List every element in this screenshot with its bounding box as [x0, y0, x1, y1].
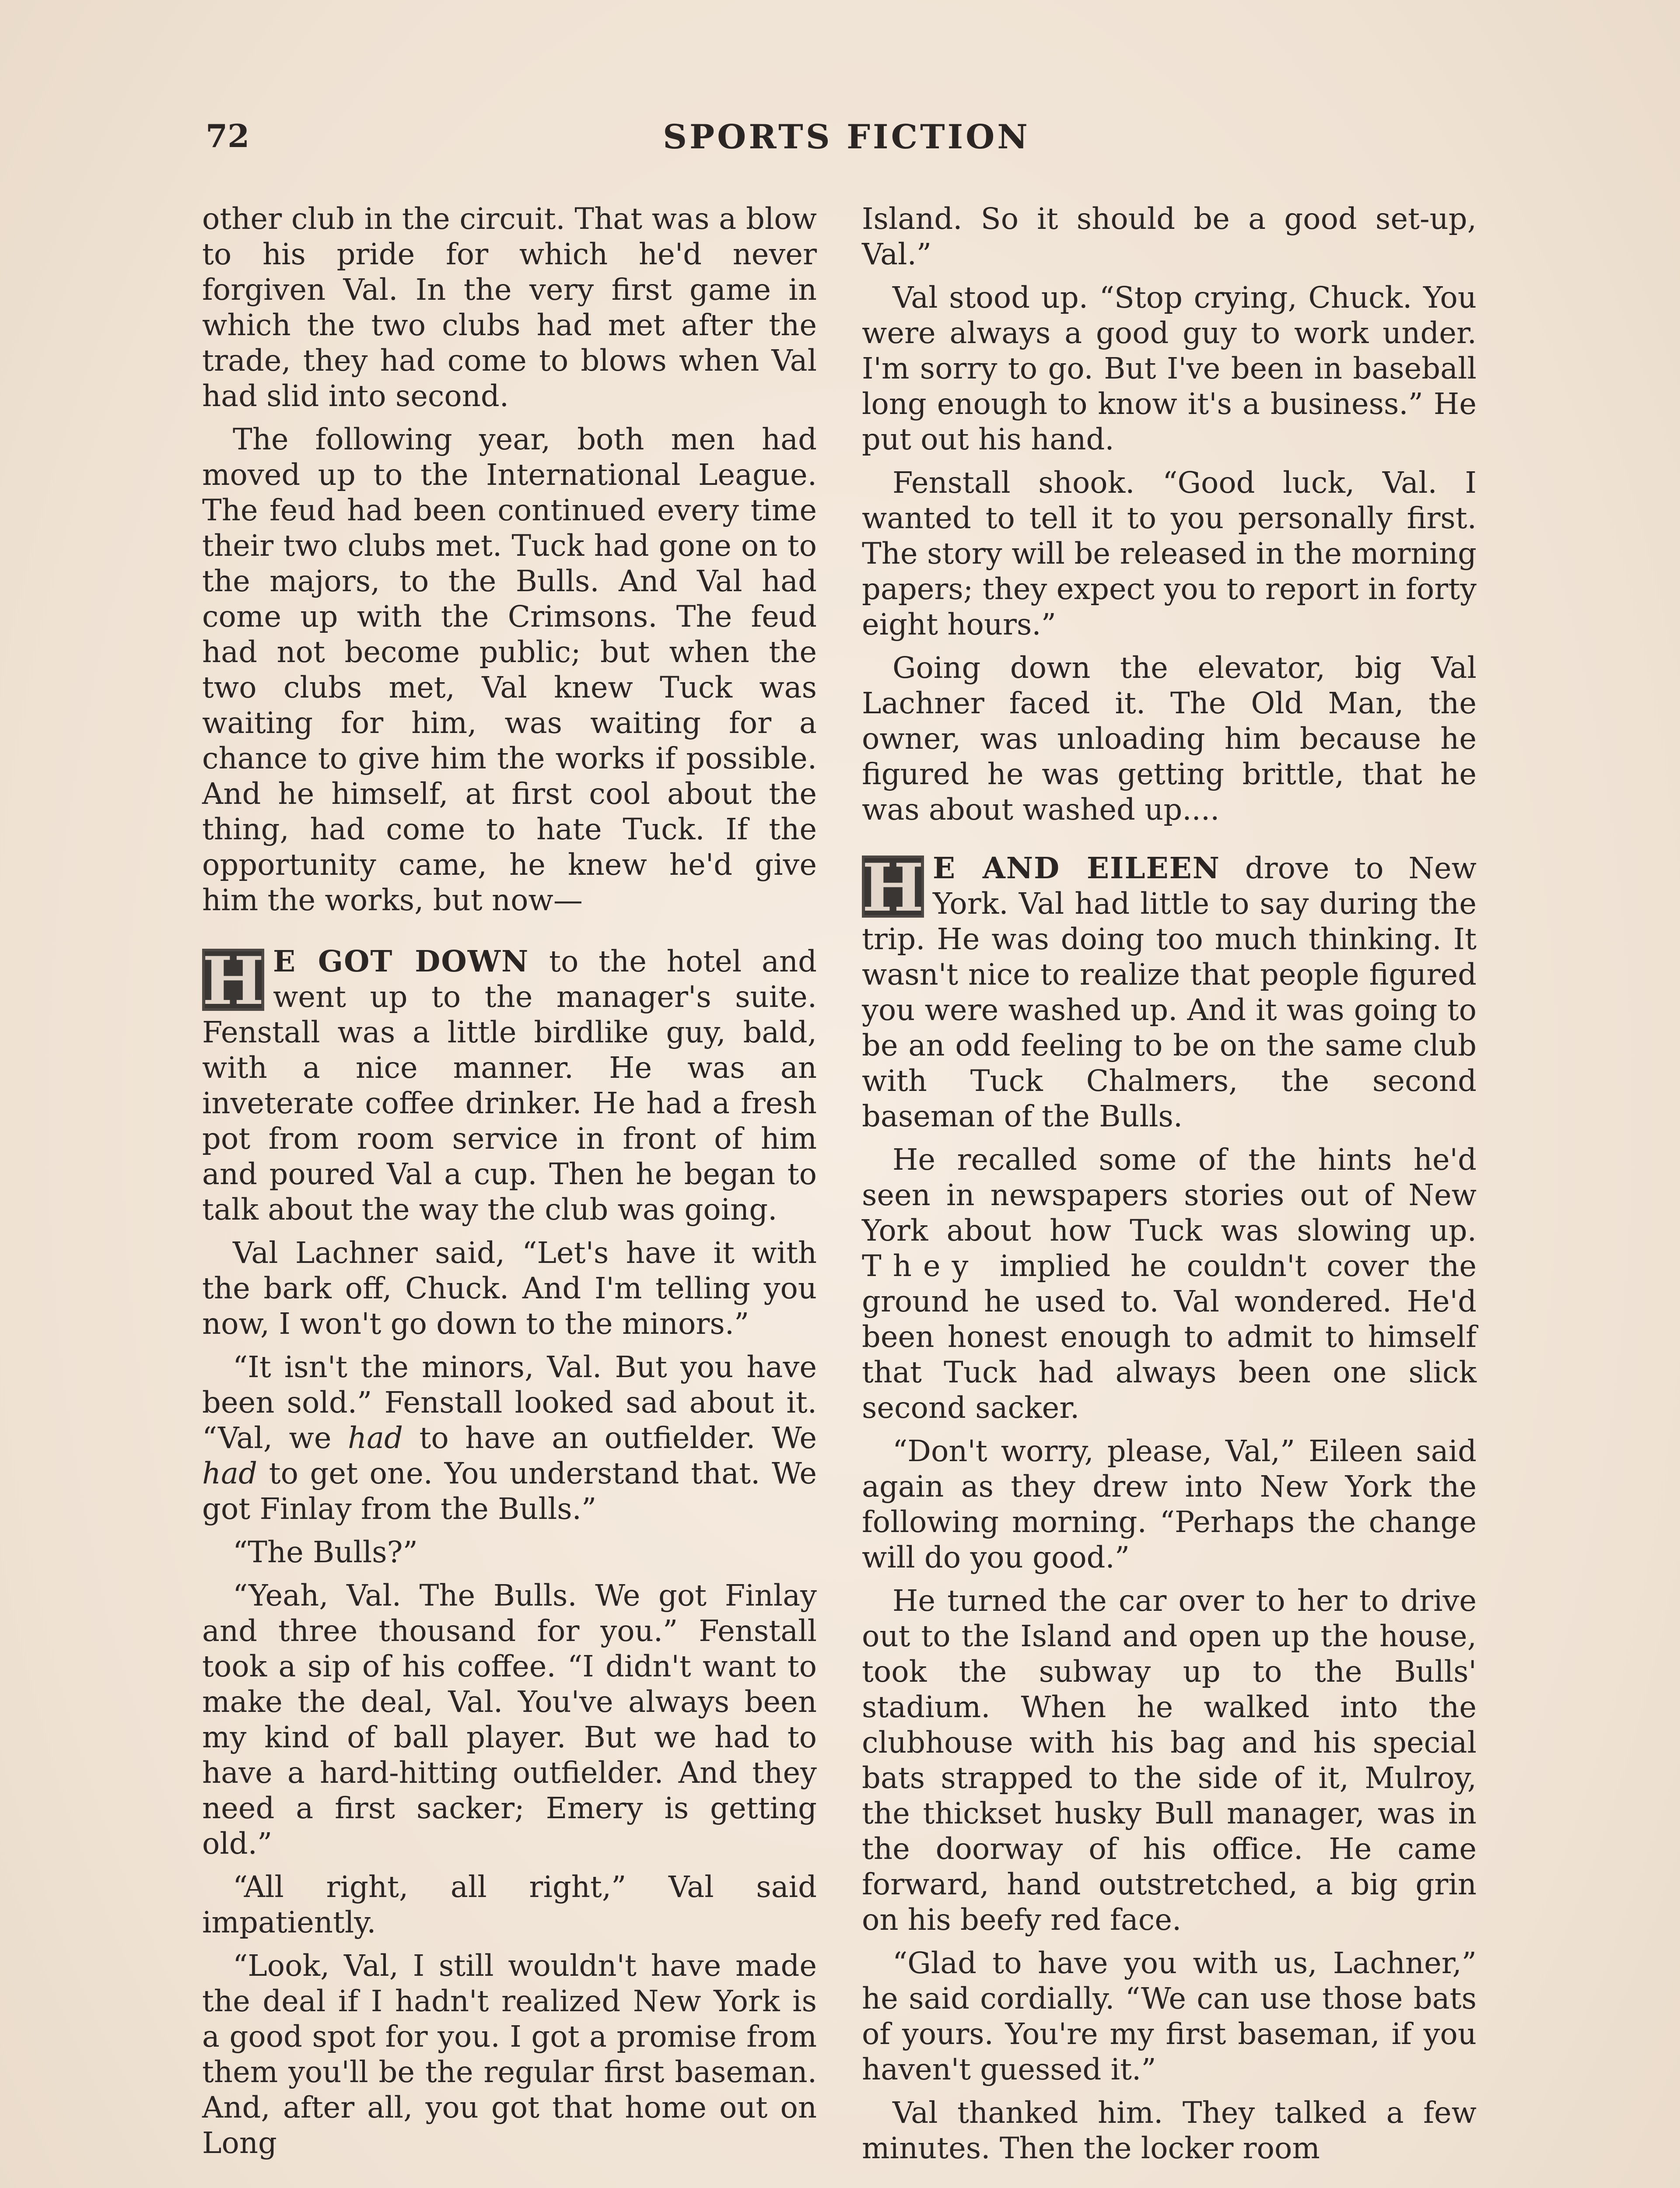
paragraph: Val stood up. “Stop crying, Chuck. You were always a good guy to work under. I'm sorry to go. But I've been in baseball long enough to know it's a business.” He put out his hand. [862, 281, 1477, 456]
drop-cap: H [202, 943, 264, 1020]
paragraph-text: He recalled some of the hints he'd seen in newspapers stories out of New York about how Tuck was slowing up. [862, 1143, 1477, 1248]
paragraph: “Glad to have you with us, Lachner,” he said cordially. “We can use those bats of yours. You're my first baseman, if you haven't guessed it.” [862, 1946, 1477, 2086]
italic-word: had [202, 1456, 257, 1490]
paragraph: other club in the circuit. That was a blow to his pride for which he'd never forgiven Val. In the very first game in which the two clubs had met after the trade, they had come to blows when Val had slid into second. [202, 202, 817, 413]
running-head: SPORTS FICTION [663, 117, 1030, 156]
paragraph-text: drove to New York. Val had little to say during the trip. He was doing too much thinking. It wasn't nice to realize that people figured you were washed up. And it was going to be an odd feeling to be on the same club with Tuck Chalmers, the second baseman of the Bulls. [862, 851, 1477, 1133]
paragraph: Fenstall shook. “Good luck, Val. I wanted to tell it to you personally first. The story will be released in the morning papers; they expect you to report in forty eight hours.” [862, 466, 1477, 642]
paragraph-text: to the hotel and went up to the manager's suite. Fenstall was a little birdlike guy, bald, with a nice manner. He was an inveterate coffee drinker. He had a fresh pot from room service in front of him and poured Val a cup. Then he began to talk about the way the club was going. [202, 944, 817, 1227]
paragraph-text: to have an outfielder. We [402, 1421, 817, 1455]
paragraph: Val thanked him. They talked a few minutes. Then the locker room [862, 2096, 1477, 2165]
left-column [202, 201, 817, 2169]
paragraph-text: “It isn't the minors, Val. But you have been sold.” Fenstall looked sad about it. “Val, we [202, 1350, 817, 1455]
right-column [862, 201, 1477, 2174]
paragraph: Going down the elevator, big Val Lachner faced it. The Old Man, the owner, was unloading him because he figured he was getting brittle, that he was about washed up.... [862, 651, 1477, 827]
section-start-paragraph [202, 943, 817, 1227]
paragraph: Island. So it should be a good set-up, Val.” [862, 202, 1477, 271]
paragraph: “Don't worry, please, Val,” Eileen said again as they drew into New York the following morning. “Perhaps the change will do you good.” [862, 1434, 1477, 1574]
lead-in-caps: E AND EILEEN [933, 851, 1220, 885]
section-start-paragraph [862, 850, 1477, 1134]
page-header [206, 117, 1488, 165]
paragraph: “Look, Val, I still wouldn't have made the deal if I hadn't realized New York is a good spot for you. I got a promise from them you'll be the regular first baseman. And, after all, you got that home out on Long [202, 1949, 817, 2160]
paragraph [202, 1350, 817, 1527]
page-number: 72 [206, 117, 250, 154]
paragraph: “Yeah, Val. The Bulls. We got Finlay and three thousand for you.” Fenstall took a sip of his coffee. “I didn't want to make the deal, Val. You've always been my kind of ball player. But we had to have a hard-hitting outfielder. And they need a first sacker; Emery is getting old.” [202, 1578, 817, 1861]
letterspaced-word: They [862, 1249, 980, 1283]
italic-word: had [347, 1421, 403, 1455]
lead-in-caps: E GOT DOWN [273, 944, 529, 978]
paragraph: “The Bulls?” [233, 1535, 418, 1569]
paragraph-text: implied he couldn't cover the ground he used to. Val wondered. He'd been honest enough to admit to himself that Tuck had always been one slick second sacker. [862, 1249, 1477, 1425]
paragraph: Val Lachner said, “Let's have it with the bark off, Chuck. And I'm telling you now, I won't go down to the minors.” [202, 1236, 817, 1341]
paragraph: The following year, both men had moved up to the International League. The feud had been continued every time their two clubs met. Tuck had gone on to the majors, to the Bulls. And Val had come up with the Crimsons. The feud had not become public; but when the two clubs met, Val knew Tuck was waiting for him, was waiting for a chance to give him the works if possible. And he himself, at first cool about the thing, had come to hate Tuck. If the opportunity came, he knew he'd give him the works, but now— [202, 422, 817, 917]
paragraph [862, 1142, 1477, 1426]
paragraph: He turned the car over to her to drive out to the Island and open up the house, took the subway up to the Bulls' stadium. When he walked into the clubhouse with his bag and his special bats strapped to the side of it, Mulroy, the thickset husky Bull manager, was in the doorway of his office. He came forward, hand outstretched, a big grin on his beefy red face. [862, 1584, 1477, 1937]
paragraph-text: to get one. You understand that. We got Finlay from the Bulls.” [202, 1456, 817, 1526]
paragraph: “All right, all right,” Val said impatiently. [202, 1870, 817, 1939]
drop-cap: H [862, 849, 924, 926]
